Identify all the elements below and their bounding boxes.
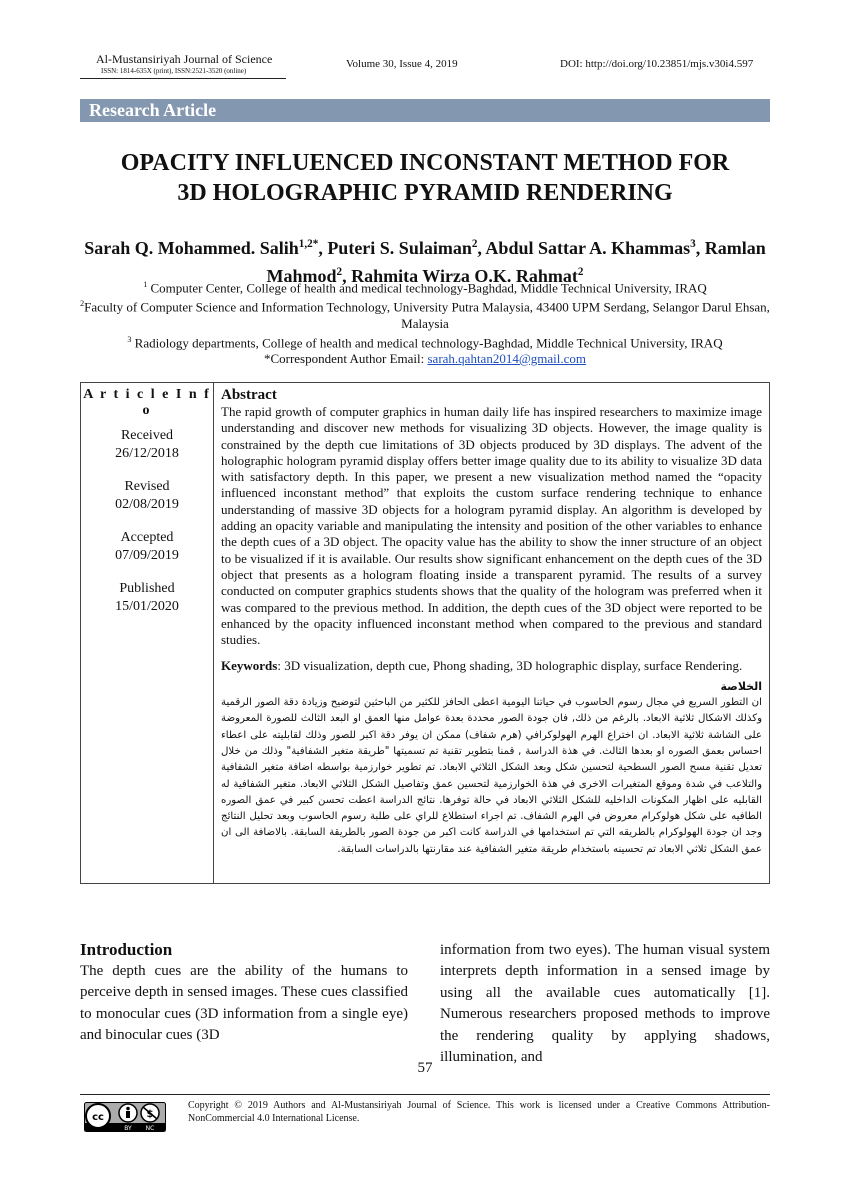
- license-by-label: BY: [124, 1125, 132, 1132]
- affiliation-2: [70, 296, 780, 331]
- page-number: 57: [417, 1060, 433, 1076]
- correspondent-label: *Correspondent Author Email:: [263, 350, 428, 366]
- affiliation-3-text: Radiology departments, College of health and medical technology-Baghdad, Middle Technical University, IRAQ: [131, 334, 723, 350]
- license-nc-label: NC: [145, 1125, 155, 1132]
- cc-icon: [86, 1104, 110, 1128]
- svg-text:cc: cc: [92, 1112, 104, 1123]
- keywords-label: Keywords: [221, 658, 278, 674]
- introduction-heading: Introduction: [80, 940, 173, 959]
- author-3-sup: 3: [690, 238, 696, 250]
- author-2: , Puteri S. Sulaiman: [318, 238, 472, 258]
- doi-link[interactable]: DOI: http://doi.org/10.23851/mjs.v30i4.597: [560, 58, 754, 70]
- cc-license-badge: [84, 1102, 166, 1132]
- affiliation-3-sup: 3: [127, 334, 132, 344]
- author-1: Sarah Q. Mohammed. Salih: [84, 238, 299, 258]
- affiliation-1-text: Computer Center, College of health and medical technology-Baghdad, Middle Technical University, IRAQ: [147, 280, 707, 296]
- author-5: , Rahmita Wirza O.K. Rahmat: [342, 266, 578, 286]
- affiliation-2-text: Faculty of Computer Science and Information Technology, University Putra Malaysia, 43400 UPM Serdang, Selangor Darul Ehsan, Malaysia: [84, 299, 770, 331]
- affiliation-1-sup: 1: [143, 280, 148, 289]
- journal-name: Al-Mustansiriyah Journal of Science: [96, 52, 273, 66]
- abstract-heading: Abstract: [221, 387, 277, 403]
- article-info-heading: A r t i c l e I n f o: [83, 387, 211, 418]
- affiliation-1: [70, 277, 780, 296]
- noncommercial-icon: [141, 1104, 159, 1122]
- abstract-section: [221, 386, 762, 858]
- correspondent: [70, 351, 780, 367]
- received-label: Received: [120, 428, 174, 443]
- arabic-abstract-heading: الخلاصة: [720, 679, 762, 693]
- svg-text:$: $: [146, 1109, 154, 1120]
- accepted-date: 07/09/2019: [115, 548, 179, 563]
- author-4: , Ramlan Mahmod: [266, 238, 766, 286]
- arabic-abstract: [221, 679, 762, 858]
- keywords-text: : 3D visualization, depth cue, Phong shading, 3D holographic display, surface Rendering.: [277, 658, 743, 674]
- abstract-text: The rapid growth of computer graphics in human daily life has inspired researchers to maximize image understanding and discover new methods for visualizing 3D objects. However, the image quality is constrained by the depth cue limitations of 3D objects produced by 3D displays. The advent of the holographic hologram pyramid display offers better image quality due to its ability to visualize 3D data with satisfactory depth. In this paper, we present a new visualization method named the “opacity influenced inconstant method” that exploits the custom surface rendering technique to enhance understanding of massive 3D objects for a hologram pyramid display. An algorithm is developed by adding an opacity variable and manipulating the intensity and position of the other variables to enhance the depth cues of a 3D object. The opacity value has the ability to show the inner structure of an object to be visualized if it is available. Our results show significant enhancement on the depth cues of the 3D object that presents as a hologram floating inside a transparent pyramid. The results of a survey conducted on computer graphics students shows that the quality of the hologram was preferred when it was compared to the previous method. In addition, the depth cues of the 3D object were reported to be enhanced by the opacity influenced inconstant method when compared to the previous and standard studies.: [221, 404, 762, 648]
- affiliation-3: [70, 332, 780, 351]
- author-1-sup: 1,2*: [298, 238, 319, 250]
- paper-title: [60, 148, 790, 208]
- published-label: Published: [119, 581, 175, 596]
- author-5-sup: 2: [577, 266, 584, 278]
- journal-issn: ISSN: 1814-635X (print), ISSN:2521-3520 (online): [101, 67, 247, 75]
- published-date: 15/01/2020: [115, 599, 179, 614]
- article-type-banner: [80, 99, 770, 122]
- volume-issue: Volume 30, Issue 4, 2019: [346, 58, 458, 70]
- attribution-icon: [119, 1104, 137, 1122]
- article-type-label: Research Article: [89, 100, 217, 120]
- accepted-label: Accepted: [120, 530, 174, 545]
- title-line-2: 3D HOLOGRAPHIC PYRAMID RENDERING: [177, 180, 673, 206]
- author-3: , Abdul Sattar A. Khammas: [477, 238, 691, 258]
- affiliations: [70, 277, 780, 367]
- header-divider: [80, 78, 286, 79]
- arabic-abstract-text: ان التطور السريع في مجال رسوم الحاسوب في حياتنا اليومية اعطى الحافز للكثير من الباحثين لتوضيح وزيادة دقة الصور الرقمية وكذلك الاشكال ثلاثية الابعاد. بالرغم من ذلك, فان جودة الصور محددة بعدة عوامل منها العمق او البعد الثالث للصورة المعروضة على الشاشة ثلاثية الابعاد. ان اختراع الهرم الهولوكرافي (هرم شفاف) ممكن ان يوفر دقة اكبر للصور وذلك لقابليته على اعطاء احساس بعمق الصوره او بعدها الثالث. في هذة الدراسة , قمنا بتطوير تقنية تم تسميتها "طريقة متغير الشفافية" وذلك من خلال تعديل تقنية مسح الصور السطحية لتحسين شكل وبعد الشكل الثلاثي الابعاد. تم تطوير خوارزمية بواسطه اضافة متغير الشفافية والتلاعب في شدة وموقع المتغيرات الاخرى في هذة الخوارزمية لتحسين عمق وتفاصيل الشكل الثلاثي الابعاد. متغير الشفافية له القابليه على اظهار المكونات الداخليه للشكل الثلاثي الابعاد في حالة توفرها. نتائج الدراسة اعطت تحسن كبير في عمق الصوره الطافيه على شكل هولوكرام معروض في الهرم الشفاف. تم اجراء استطلاع للراي على طلبة رسوم الحاسوب وبعد تحليل النتائج وجد ان جودة الهولوكرام بالطريقه التي تم استخدامها في الدراسة كانت اكبر من جودة الصور بالطريقة السابقة. بالاضافة الى ان عمق الشكل ثلاثي الابعاد تم تحسينه باستخدام طريقة متغير الشفافية عند مقارنتها بالدراسات السابقة.: [221, 697, 762, 855]
- footer-divider: [80, 1094, 770, 1095]
- revised-label: Revised: [124, 479, 170, 494]
- author-4-sup: 2: [336, 266, 343, 278]
- keywords: [221, 658, 762, 674]
- received-date: 26/12/2018: [115, 446, 179, 461]
- email-link[interactable]: sarah.qahtan2014@gmail.com: [427, 350, 587, 366]
- author-2-sup: 2: [471, 238, 478, 250]
- introduction-column-2: information from two eyes). The human visual system interprets depth information in a sensed image by using all the available cues automatically [1]. Numerous researchers proposed methods to improve the rendering quality by applying shadows, illumination, and: [440, 942, 770, 1066]
- affiliation-2-sup: 2: [80, 299, 85, 309]
- revised-date: 02/08/2019: [115, 497, 179, 512]
- introduction-column-1: The depth cues are the ability of the humans to perceive depth in sensed images. These cues classified to monocular cues (3D information from a single eye) and binocular cues (3D: [80, 963, 408, 1044]
- copyright-notice: Copyright © 2019 Authors and Al-Mustansiriyah Journal of Science. This work is licensed under a Creative Commons Attribution-NonCommercial 4.0 International License.: [188, 1100, 770, 1124]
- title-line-1: OPACITY INFLUENCED INCONSTANT METHOD FOR: [120, 150, 730, 176]
